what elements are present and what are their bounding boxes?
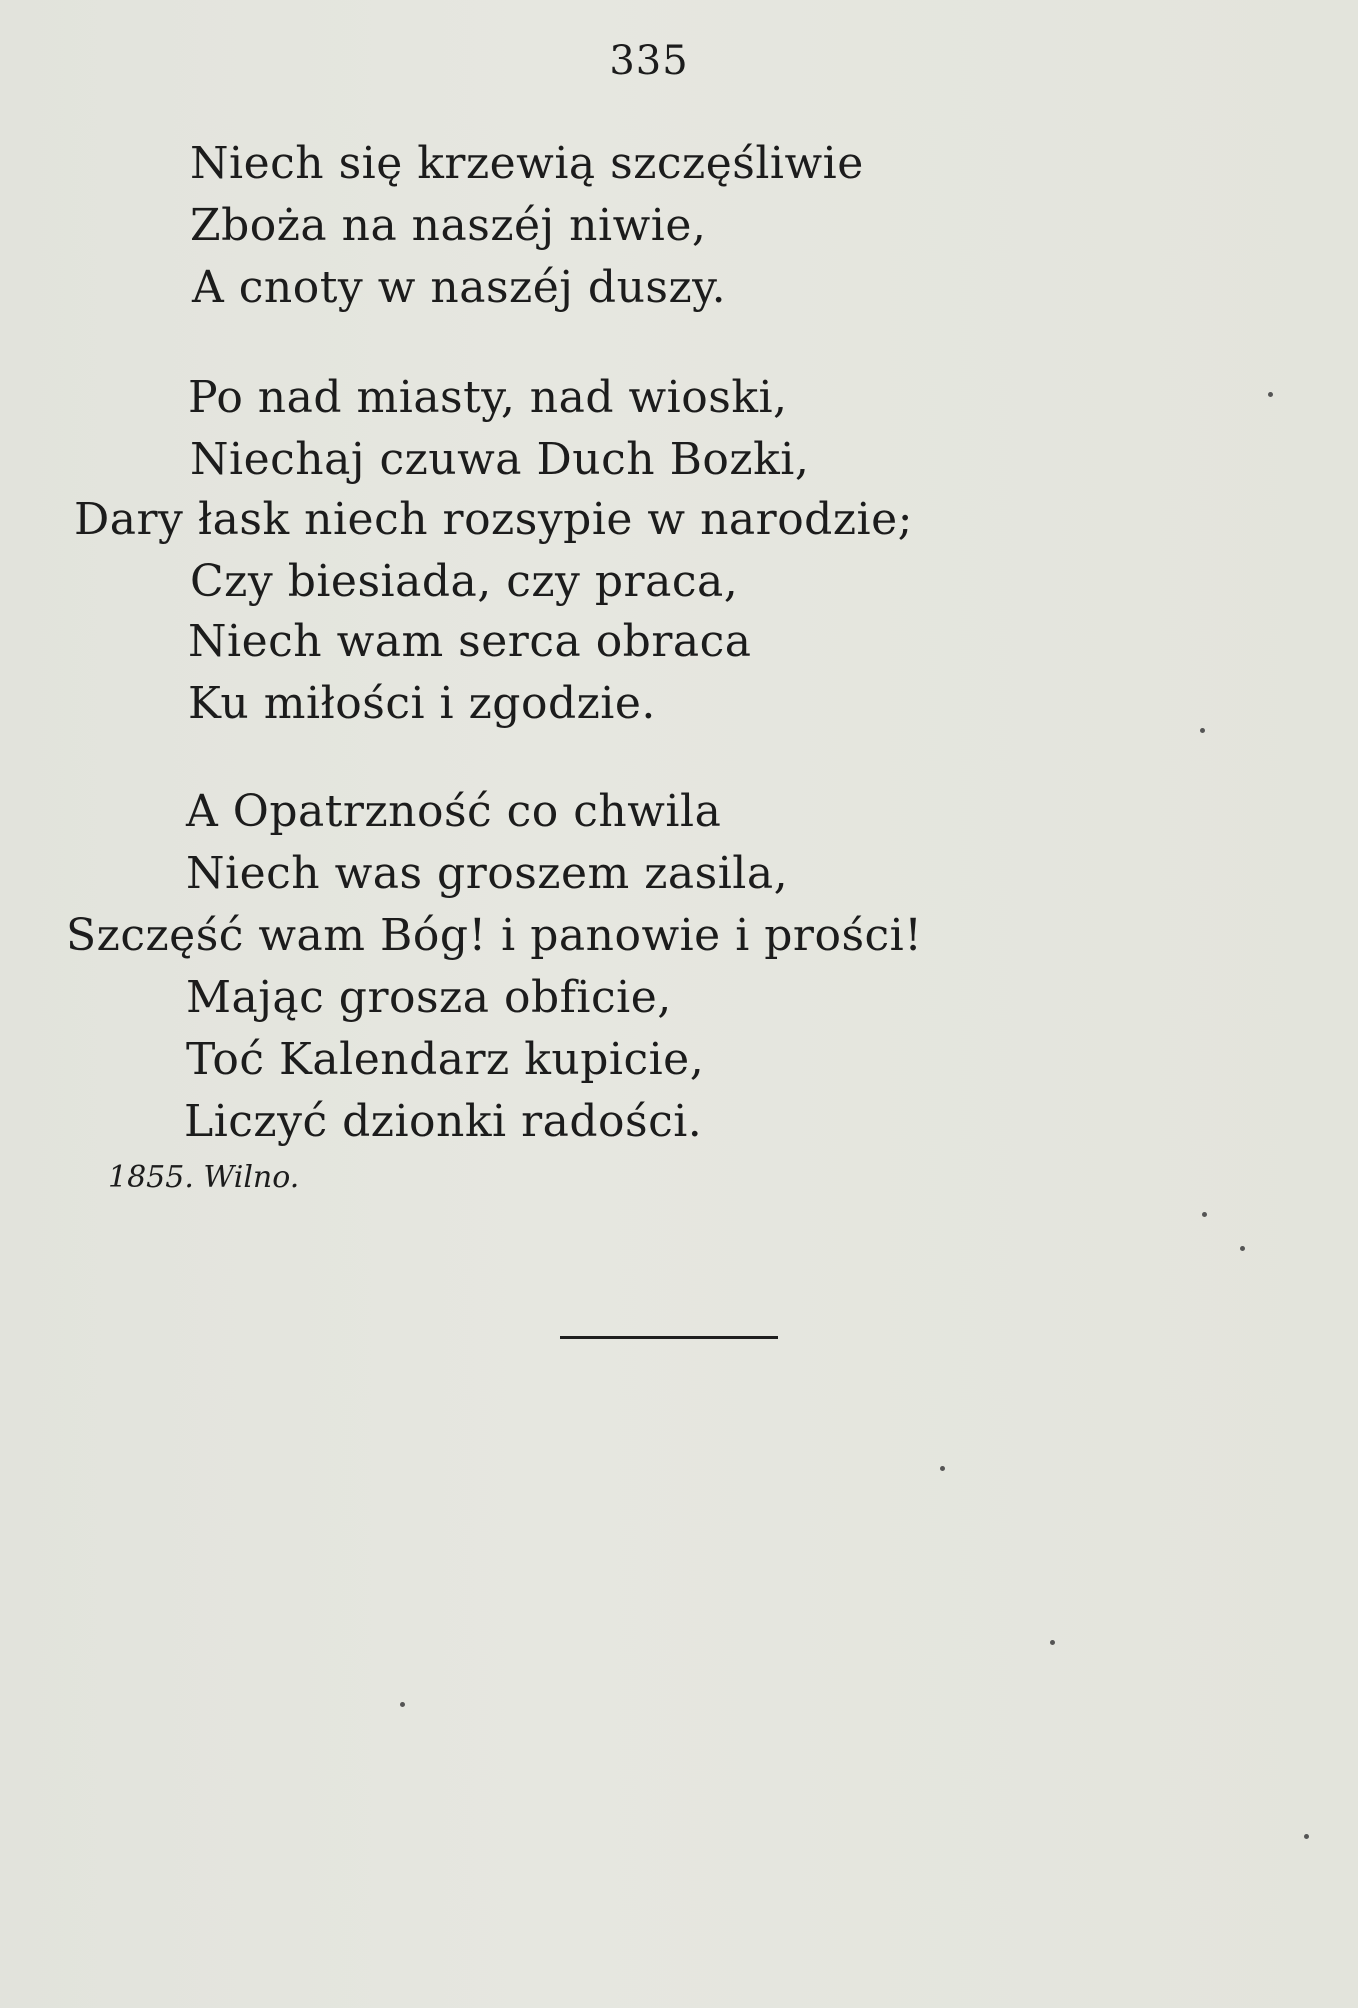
end-rule <box>560 1336 778 1339</box>
poem-line: A cnoty w naszéj duszy. <box>192 262 727 313</box>
poem-line: Toć Kalendarz kupicie, <box>186 1034 705 1085</box>
poem-line: Niech wam serca obraca <box>188 616 752 667</box>
paper-speck <box>1200 728 1205 733</box>
poem-line: Liczyć dzionki radości. <box>184 1096 703 1147</box>
paper-speck <box>940 1466 945 1471</box>
paper-speck <box>1304 1834 1309 1839</box>
paper-speck <box>1268 392 1273 397</box>
poem-line: Niechaj czuwa Duch Bozki, <box>190 434 810 485</box>
paper-speck <box>1240 1246 1245 1251</box>
poem-line: Dary łask niech rozsypie w narodzie; <box>74 494 913 545</box>
date-place-signature: 1855. Wilno. <box>108 1160 300 1195</box>
poem-line: Zboża na naszéj niwie, <box>190 200 707 251</box>
poem-line: Czy biesiada, czy praca, <box>190 556 739 607</box>
poem-line: Niech was groszem zasila, <box>186 848 789 899</box>
poem-line: Po nad miasty, nad wioski, <box>188 372 788 423</box>
paper-speck <box>1202 1212 1207 1217</box>
page-number: 335 <box>609 38 689 84</box>
paper-speck <box>1050 1640 1055 1645</box>
poem-line: A Opatrzność co chwila <box>186 786 722 837</box>
poem-line: Ku miłości i zgodzie. <box>188 678 656 729</box>
poem-line: Niech się krzewią szczęśliwie <box>190 138 864 189</box>
poem-line: Szczęść wam Bóg! i panowie i prości! <box>66 910 923 961</box>
poem-line: Mając grosza obficie, <box>186 972 672 1023</box>
paper-speck <box>400 1702 405 1707</box>
